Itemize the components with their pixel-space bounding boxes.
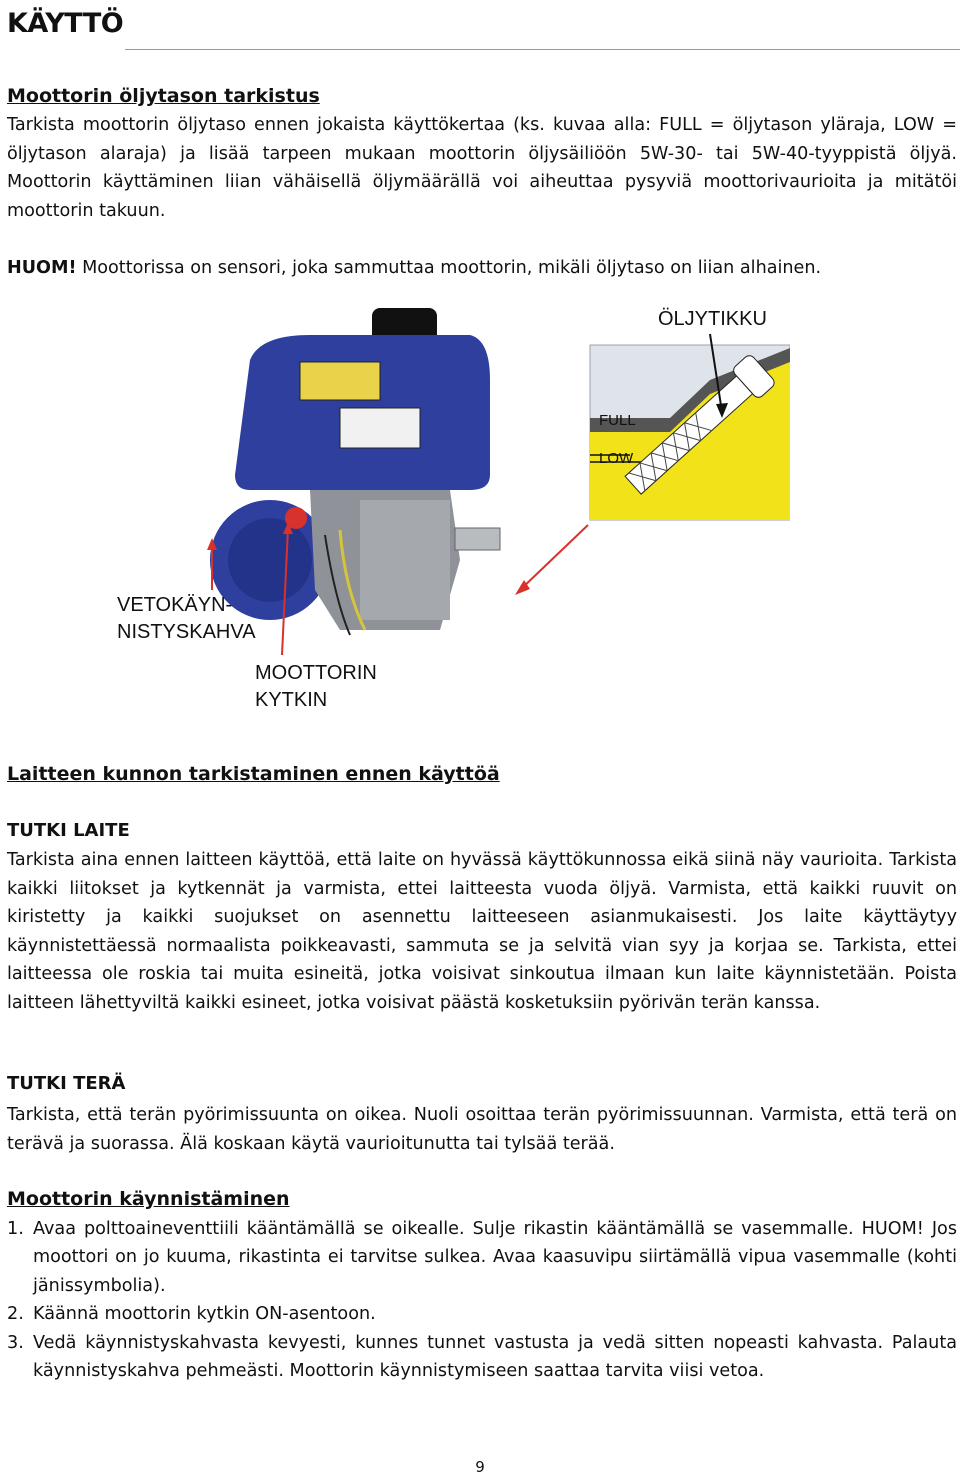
engine-switch-label: MOOTTORIN KYTKIN [255,662,377,711]
page-title: KÄYTTÖ [7,8,124,39]
list-item [7,1215,957,1300]
title-divider [125,49,960,50]
note-label: HUOM! [7,258,77,278]
list-item [7,1300,957,1328]
list-item [7,1329,957,1386]
device-check-heading: TUTKI LAITE [7,820,130,841]
engine-body [210,308,500,635]
blade-check-paragraph: Tarkista, että terän pyörimissuunta on oikea. Nuoli osoittaa terän pyörimissuunnan. Varmista, että terä on terävä ja suorassa. Älä koskaan käytä vaurioitunutta tai tylsää terää. [7,1105,957,1154]
start-engine-heading: Moottorin käynnistäminen [7,1188,290,1210]
page-number: 9 [475,1458,485,1476]
engine-illustration [110,300,790,730]
step-number: 2. [7,1304,24,1325]
oil-check-heading: Moottorin öljytason tarkistus [7,85,320,107]
step-text: Käännä moottorin kytkin ON-asentoon. [33,1304,376,1325]
step-text: Vedä käynnistyskahvasta kevyesti, kunnes tunnet vastusta ja vedä sitten nopeasti kahvasta. Palauta käynnistyskahva pehmeästi. Moottorin käynnistymiseen saattaa tarvita viisi vetoa. [33,1332,957,1382]
oil-sensor-note [7,254,957,283]
start-steps-list [7,1215,957,1385]
starter-handle-label: VETOKÄYN- NISTYSKAHVA [117,594,256,643]
step-number: 1. [7,1219,24,1239]
full-level-label: FULL [599,412,636,429]
blade-check-heading: TUTKI TERÄ [7,1073,126,1094]
dipstick-label: ÖLJYTIKKU [658,308,767,330]
step-text: Avaa polttoaineventtiili kääntämällä se oikealle. Sulje rikastin kääntämällä se vasemmalle. HUOM! Jos moottori on jo kuuma, rikastinta ei tarvitse sulkea. Avaa kaasuvipu siirtämällä vipua vasemmalle (kohti jänissymbolia). [33,1219,957,1296]
oil-check-paragraph: Tarkista moottorin öljytaso ennen jokaista käyttökertaa (ks. kuvaa alla: FULL = öljytason yläraja, LOW = öljytason alaraja) ja lisää tarpeen mukaan moottorin öljysäiliöön 5W-30- tai 5W-40-tyyppistä öljyä. Moottorin käyttäminen liian vähäisellä öljymäärällä voi aiheuttaa pysyviä moottorivaurioita ja mitätöi moottorin takuun. [7,115,957,221]
note-text: Moottorissa on sensori, joka sammuttaa moottorin, mikäli öljytaso on liian alhainen. [76,258,822,278]
device-check-paragraph: Tarkista aina ennen laitteen käyttöä, että laite on hyvässä käyttökunnossa eikä siinä näy vaurioita. Tarkista kaikki liitokset ja kytkennät ja varmista, ettei laitteesta vuoda öljyä. Varmista, että kaikki ruuvit on kiristetty ja kaikki suojukset on asennettu laitteeseen asianmukaisesti. Jos laite käyttäytyy käynnistettäessä normaalista poikkeavasti, sammuta se ja selvitä vian syy ja korjaa se. Tarkista, ettei laitteessa ole roskia tai muita esineitä, jotka voisivat sinkoutua ilmaan kun laite käynnistetään. Poista laitteen lähettyviltä kaikki esineet, jotka voisivat päästä kosketuksiin pyörivän terän kanssa. [7,850,957,1013]
step-number: 3. [7,1332,24,1353]
inspection-heading: Laitteen kunnon tarkistaminen ennen käyttöä [7,763,500,785]
engine-figure [110,300,790,730]
low-level-label: LOW [599,450,634,467]
